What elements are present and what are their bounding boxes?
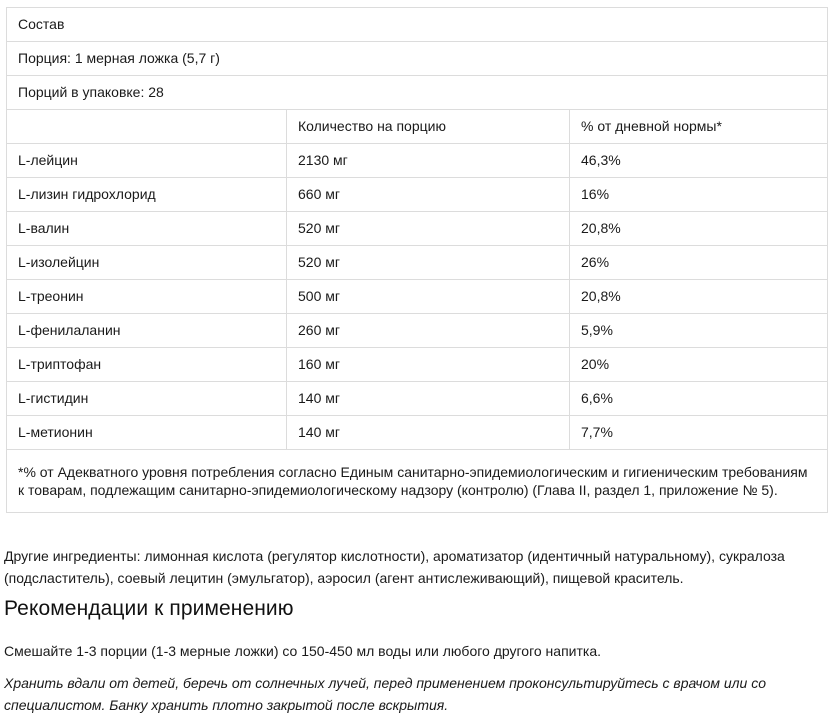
table-row [7,280,828,314]
header-cell-amount: Количество на порцию [287,110,570,144]
table-row [7,178,828,212]
table-row [7,348,828,382]
ingredient-amount: 260 мг [287,314,570,348]
footnote-row [7,450,828,513]
servings-per-container: Порций в упаковке: 28 [7,76,828,110]
table-row [7,382,828,416]
ingredient-dv: 7,7% [570,416,828,450]
ingredient-dv: 16% [570,178,828,212]
ingredient-dv: 20,8% [570,212,828,246]
servings-per-container-row [7,76,828,110]
ingredient-name: L-валин [7,212,287,246]
usage-dosage: Смешайте 1-3 порции (1-3 мерные ложки) со 150-450 мл воды или любого другого напитка. [4,643,601,659]
composition-table [6,7,828,513]
ingredient-amount: 500 мг [287,280,570,314]
ingredient-amount: 2130 мг [287,144,570,178]
usage-heading: Рекомендации к применению [4,597,294,620]
ingredient-name: L-фенилаланин [7,314,287,348]
ingredient-amount: 160 мг [287,348,570,382]
storage-instructions: Хранить вдали от детей, беречь от солнечных лучей, перед применением проконсультируйтесь с врачом или со специалистом. Банку хранить плотно закрытой после вскрытия. [4,675,767,713]
ingredient-amount: 140 мг [287,416,570,450]
table-header-row [7,110,828,144]
ingredient-dv: 20,8% [570,280,828,314]
ingredient-name: L-гистидин [7,382,287,416]
ingredient-name: L-треонин [7,280,287,314]
ingredient-name: L-метионин [7,416,287,450]
ingredient-dv: 46,3% [570,144,828,178]
serving-size: Порция: 1 мерная ложка (5,7 г) [7,42,828,76]
table-row [7,246,828,280]
ingredient-dv: 20% [570,348,828,382]
ingredient-amount: 660 мг [287,178,570,212]
table-row [7,416,828,450]
ingredient-name: L-триптофан [7,348,287,382]
ingredient-dv: 6,6% [570,382,828,416]
ingredient-name: L-изолейцин [7,246,287,280]
table-title: Состав [7,8,828,42]
table-row [7,144,828,178]
ingredient-dv: 26% [570,246,828,280]
table-row [7,314,828,348]
table-title-row [7,8,828,42]
table-row [7,212,828,246]
other-ingredients: Другие ингредиенты: лимонная кислота (регулятор кислотности), ароматизатор (идентичный натуральному), сукралоза (подсластитель), соевый лецитин (эмульгатор), аэросил (агент антислеживающий), пищевой краситель. [4,548,785,586]
ingredient-amount: 520 мг [287,246,570,280]
serving-row [7,42,828,76]
header-cell-name [7,110,287,144]
ingredient-dv: 5,9% [570,314,828,348]
ingredient-amount: 520 мг [287,212,570,246]
header-cell-dv: % от дневной нормы* [570,110,828,144]
ingredient-amount: 140 мг [287,382,570,416]
ingredient-name: L-лизин гидрохлорид [7,178,287,212]
ingredient-name: L-лейцин [7,144,287,178]
table-footnote: *% от Адекватного уровня потребления согласно Единым санитарно-эпидемиологическим и гигиеническим требованиям к товарам, подлежащим санитарно-эпидемиологическому надзору (контролю) (Глава II, раздел 1, приложение № 5). [7,450,828,513]
